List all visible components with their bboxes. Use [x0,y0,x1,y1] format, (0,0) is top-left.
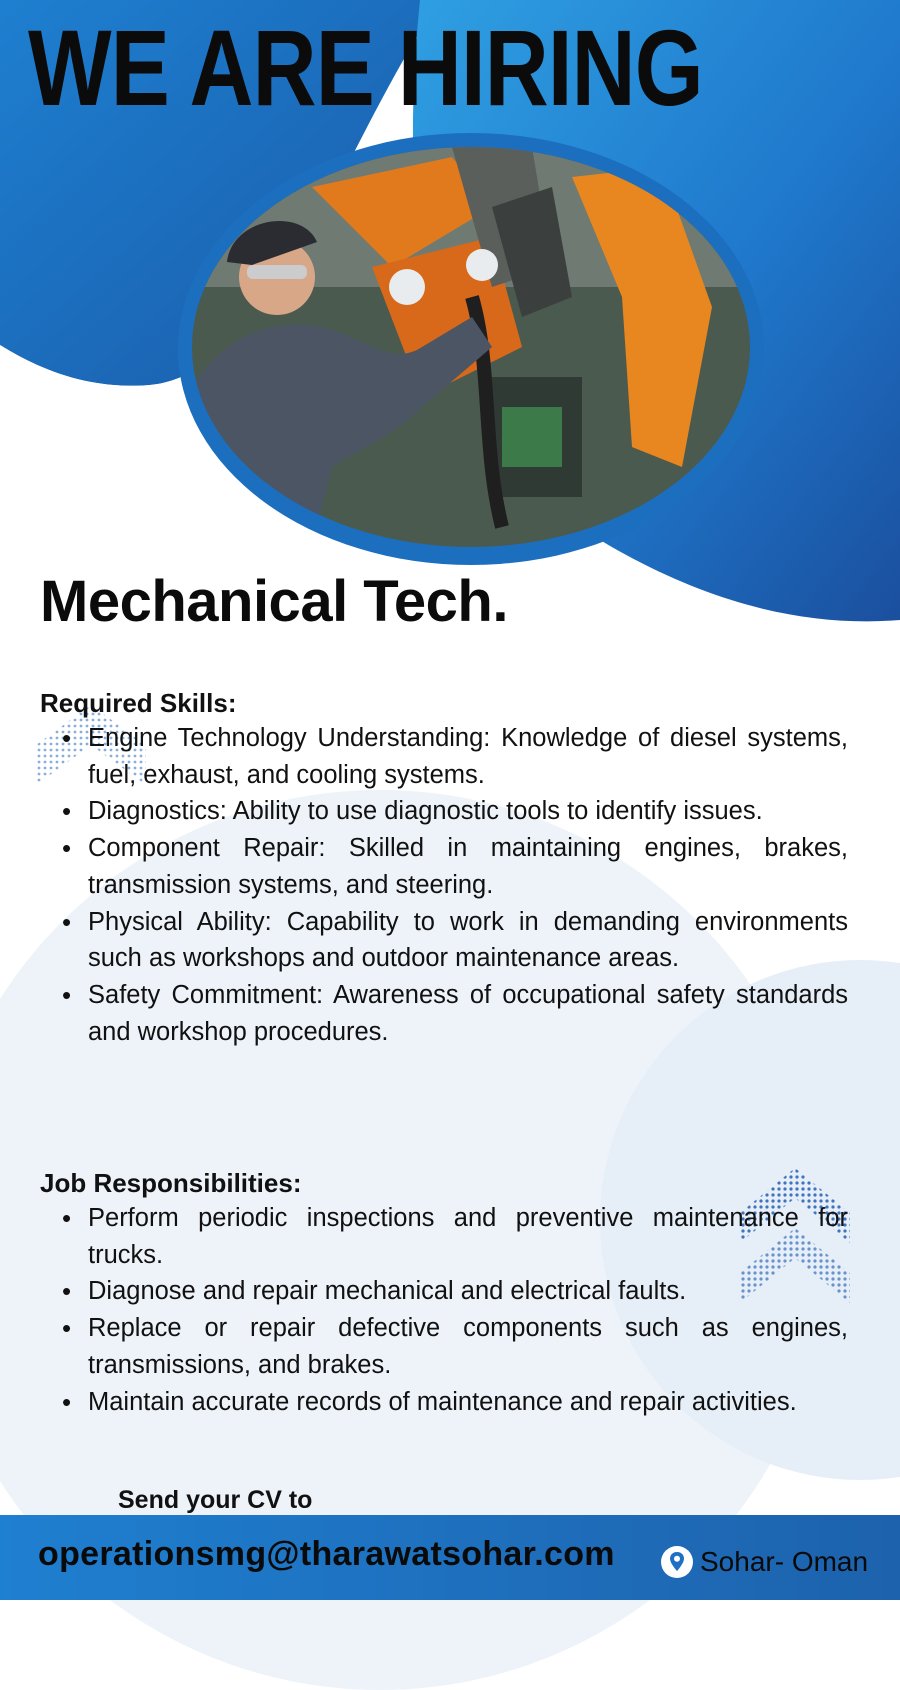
list-item: • Physical Ability: Capability to work in demanding environments such as workshops and outdoor maintenance areas. [40,904,848,977]
send-cv-label: Send your CV to [118,1486,313,1514]
job-title: Mechanical Tech. [40,569,508,634]
list-item: • Component Repair: Skilled in maintaining engines, brakes, transmission systems, and steering. [40,830,848,903]
job-responsibilities-heading: Job Responsibilities: [40,1168,302,1198]
list-item: • Maintain accurate records of maintenance and repair activities. [40,1384,848,1421]
page-title: WE ARE HIRING [28,7,703,128]
required-skills-list [40,720,848,1050]
required-skills-heading: Required Skills: [40,688,237,718]
list-item: • Diagnose and repair mechanical and electrical faults. [40,1273,848,1310]
map-pin-icon [660,1545,694,1579]
technician-photo [192,147,750,547]
job-responsibilities-list [40,1200,848,1420]
list-item: • Engine Technology Understanding: Knowledge of diesel systems, fuel, exhaust, and cooling systems. [40,720,848,793]
list-item: • Safety Commitment: Awareness of occupational safety standards and workshop procedures. [40,977,848,1050]
list-item: • Diagnostics: Ability to use diagnostic tools to identify issues. [40,793,848,830]
contact-email[interactable]: operationsmg@tharawatsohar.com [38,1535,615,1573]
list-item: • Perform periodic inspections and preventive maintenance for trucks. [40,1200,848,1273]
location-text: Sohar- Oman [700,1546,869,1577]
list-item: • Replace or repair defective components such as engines, transmissions, and brakes. [40,1310,848,1383]
